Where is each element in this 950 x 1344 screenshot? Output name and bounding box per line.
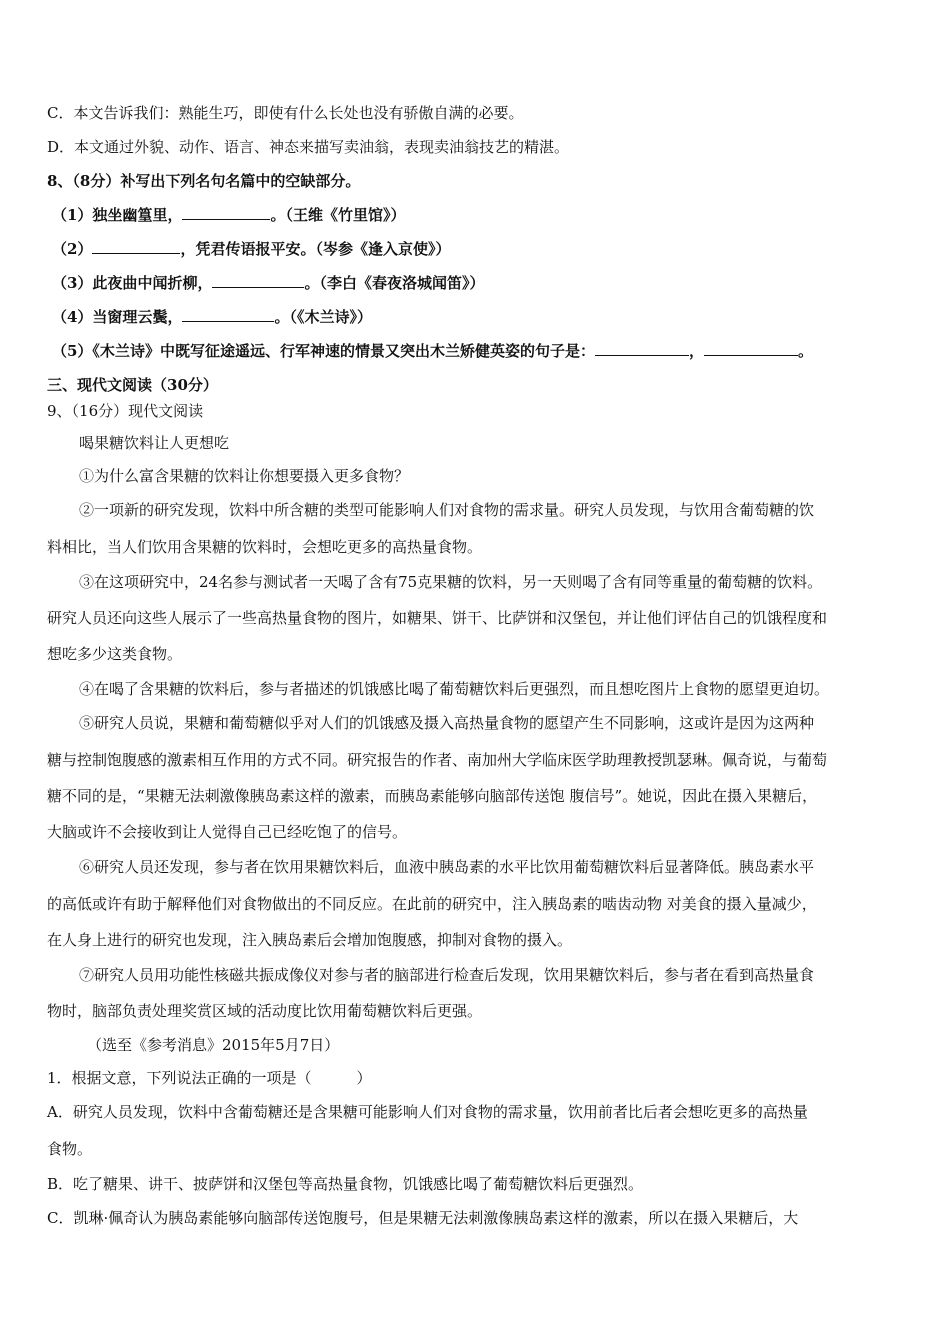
paragraph-line: ⑥研究人员还发现，参与者在饮用果糖饮料后，血液中胰岛素的水平比饮用葡萄糖饮料后显著降低。胰岛素水平 xyxy=(79,858,815,876)
q8-item-2-pre: （2） xyxy=(52,240,93,258)
q8-item-4 xyxy=(52,307,372,327)
paragraph-line: ①为什么富含果糖的饮料让你想要摄入更多食物？ xyxy=(79,467,410,485)
q8-item-5-mid: ， xyxy=(688,342,704,360)
q8-item-3-pre: （3）此夜曲中闻折柳， xyxy=(52,274,213,292)
paragraph-line: ⑤研究人员说，果糖和葡萄糖似乎对人们的饥饿感及摄入高热量食物的愿望产生不同影响，这或许是因为这两种 xyxy=(79,714,815,732)
option-c: C．凯琳·佩奇认为胰岛素能够向脑部传送饱腹号，但是果糖无法刺激像胰岛素这样的激素，所以在摄入果糖后，大 xyxy=(47,1209,799,1227)
q8-item-3-post: 。（李白《春夜洛城闻笛》） xyxy=(304,274,485,292)
option-a-line-2: 食物。 xyxy=(47,1140,93,1158)
option-b: B．吃了糖果、讲干、披萨饼和汉堡包等高热量食物，饥饿感比喝了葡萄糖饮料后更强烈。 xyxy=(47,1175,644,1193)
answer-blank[interactable] xyxy=(92,239,180,254)
article-source: （选至《参考消息》2015年5月7日） xyxy=(87,1036,340,1054)
paragraph-line: ③在这项研究中，24名参与测试者一天喝了含有75克果糖的饮料，另一天则喝了含有同等重量的葡萄糖的饮料。 xyxy=(79,573,823,591)
paragraph-line: 糖不同的是，“果糖无法刺激像胰岛素这样的激素，而胰岛素能够向脑部传送饱 腹信号”。她说，因此在摄入果糖后， xyxy=(47,787,818,805)
q8-item-4-post: 。（《木兰诗》） xyxy=(274,308,372,326)
article-title: 喝果糖饮料让人更想吃 xyxy=(79,434,230,452)
q8-item-5-pre: （5）《木兰诗》中既写征途遥远、行军神速的情景又突出木兰矫健英姿的句子是： xyxy=(52,342,595,360)
q8-item-3 xyxy=(52,273,484,293)
paragraph-line: 在人身上进行的研究也发现，注入胰岛素后会增加饱腹感，抑制对食物的摄入。 xyxy=(47,931,573,949)
paragraph-line: ②一项新的研究发现，饮料中所含糖的类型可能影响人们对食物的需求量。研究人员发现，与饮用含葡萄糖的饮 xyxy=(79,501,815,519)
paragraph-line: 料相比，当人们饮用含果糖的饮料时，会想吃更多的高热量食物。 xyxy=(47,538,483,556)
sub-question-1-stem: 1．根据文意，下列说法正确的一项是（ ） xyxy=(47,1069,372,1087)
section-3-heading: 三、现代文阅读（30分） xyxy=(47,376,218,394)
paragraph-line: 物时，脑部负责处理奖赏区域的活动度比饮用葡萄糖饮料后更强。 xyxy=(47,1002,483,1020)
question-8-stem: 8、（8分）补写出下列名句名篇中的空缺部分。 xyxy=(47,172,361,190)
q8-item-4-pre: （4）当窗理云鬓， xyxy=(52,308,183,326)
q8-item-5 xyxy=(52,341,813,361)
paragraph-line: 想吃多少这类食物。 xyxy=(47,645,183,663)
paragraph-line: ④在喝了含果糖的饮料后，参与者描述的饥饿感比喝了葡萄糖饮料后更强烈，而且想吃图片上食物的愿望更迫切。 xyxy=(79,680,830,698)
q8-item-5-post: 。 xyxy=(797,342,813,360)
paragraph-line: 糖与控制饱腹感的激素相互作用的方式不同。研究报告的作者、南加州大学临床医学助理教授凯瑟琳。佩奇说，与葡萄 xyxy=(47,751,828,769)
answer-blank[interactable] xyxy=(182,205,270,220)
q8-item-2 xyxy=(52,239,450,259)
answer-blank[interactable] xyxy=(212,273,304,288)
question-9-stem: 9、（16分）现代文阅读 xyxy=(47,402,204,420)
answer-blank[interactable] xyxy=(182,307,274,322)
q8-item-2-post: ，凭君传语报平安。（岑参《逢入京使》） xyxy=(180,240,451,258)
q8-item-1 xyxy=(52,205,405,225)
paragraph-line: ⑦研究人员用功能性核磁共振成像仪对参与者的脑部进行检查后发现，饮用果糖饮料后，参与者在看到高热量食 xyxy=(79,966,815,984)
prev-option-c: C．本文告诉我们：熟能生巧，即使有什么长处也没有骄傲自满的必要。 xyxy=(47,104,524,122)
answer-blank[interactable] xyxy=(595,341,689,356)
option-a-line-1: A．研究人员发现，饮料中含葡萄糖还是含果糖可能影响人们对食物的需求量，饮用前者比后者会想吃更多的高热量 xyxy=(47,1103,808,1121)
paragraph-line: 大脑或许不会接收到让人觉得自己已经吃饱了的信号。 xyxy=(47,823,408,841)
answer-blank[interactable] xyxy=(704,341,798,356)
q8-item-1-pre: （1）独坐幽篁里， xyxy=(52,206,183,224)
q8-item-1-post: 。（王维《竹里馆》） xyxy=(270,206,406,224)
paragraph-line: 研究人员还向这些人展示了一些高热量食物的图片，如糖果、饼干、比萨饼和汉堡包，并让他们评估自己的饥饿程度和 xyxy=(47,609,828,627)
paragraph-line: 的高低或许有助于解释他们对食物做出的不同反应。在此前的研究中，注入胰岛素的啮齿动物 对美食的摄入量减少， xyxy=(47,895,817,913)
prev-option-d: D．本文通过外貌、动作、语言、神态来描写卖油翁，表现卖油翁技艺的精湛。 xyxy=(47,138,570,156)
